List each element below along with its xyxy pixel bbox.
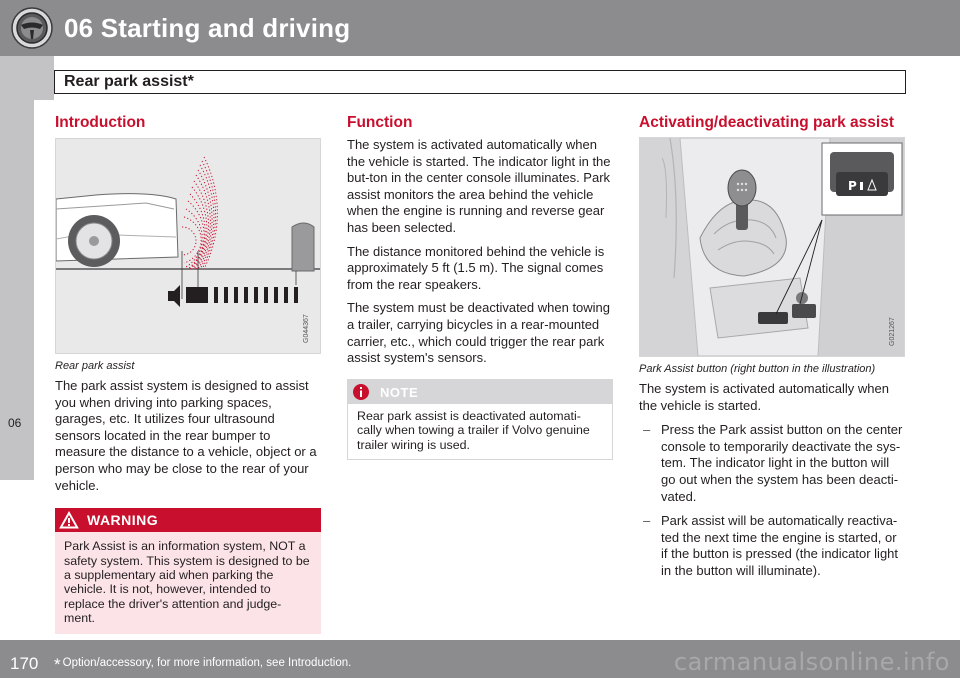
page-number: 170 bbox=[10, 654, 39, 673]
activating-paragraph: The system is activated automatically when the vehicle is started. bbox=[639, 381, 889, 413]
warning-label: WARNING bbox=[87, 512, 159, 529]
chapter-title: 06 Starting and driving bbox=[64, 13, 351, 43]
note-box bbox=[347, 379, 613, 460]
list-item bbox=[639, 422, 905, 505]
function-paragraph-2: The distance monitored behind the vehicle is approximately 5 ft (1.5 m). The signal comes from the rear speakers. bbox=[347, 243, 605, 292]
introduction-paragraph: The park assist system is designed to assist you when driving into parking spaces, garages, etc. It utilizes four ultrasound sensors located in the rear bumper to measure the distance to a vehicle, object or a person who may be close to the rear of your vehicle. bbox=[55, 378, 317, 493]
rear-park-assist-illustration bbox=[56, 139, 320, 353]
footnote-star: * bbox=[54, 655, 61, 674]
warning-text: Park Assist is an information system, NOT a safety system. This system is designed to be a supplementary aid when parking the vehicle. It is not, however, intended to replace the driver's attention and judge-ment. bbox=[64, 539, 310, 626]
introduction-heading: Introduction bbox=[55, 114, 146, 131]
page-footer bbox=[0, 640, 960, 678]
section-bar bbox=[0, 56, 960, 100]
warning-header bbox=[55, 508, 321, 532]
figure-code-2: G021267 bbox=[889, 317, 896, 346]
warning-box bbox=[55, 508, 321, 633]
activating-steps bbox=[639, 422, 905, 579]
footnote-text: Option/accessory, for more information, see Introduction. bbox=[62, 657, 352, 669]
section-title: Rear park assist* bbox=[64, 73, 194, 90]
function-paragraph-3: The system must be deactivated when towing a trailer, carrying bicycles in a rear-mounted carrier, etc., which could trigger the rear park assist system's sensors. bbox=[347, 300, 611, 366]
section-bar-tab bbox=[0, 56, 54, 100]
list-item-text: Press the Park assist button on the center console to temporarily deactivate the sys-tem. The indicator light in the button will go out when the system has been deacti-vated. bbox=[661, 422, 903, 504]
info-circle-icon bbox=[352, 383, 370, 401]
figure-caption: Rear park assist bbox=[55, 360, 135, 372]
function-paragraph-1: The system is activated automatically when the vehicle is started. The indicator light in the but-ton in the center console illuminates. Park assist monitors the area behind the vehicle when the engine is running and reverse gear has been selected. bbox=[347, 137, 611, 235]
list-dash: – bbox=[643, 422, 651, 438]
center-console-illustration bbox=[640, 138, 904, 356]
chapter-side-tab bbox=[0, 100, 34, 480]
column-introduction bbox=[55, 114, 321, 634]
rear-park-assist-figure bbox=[55, 138, 321, 354]
list-dash: – bbox=[643, 513, 651, 529]
watermark: carmanualsonline.info bbox=[673, 648, 950, 676]
list-item bbox=[639, 513, 905, 579]
column-function bbox=[347, 114, 613, 460]
section-title-box bbox=[54, 70, 906, 94]
activating-heading: Activating/deactivating park assist bbox=[639, 114, 894, 131]
chapter-header bbox=[0, 0, 960, 56]
note-text: Rear park assist is deactivated automati-cally when towing a trailer if Volvo genuine trailer wiring is used. bbox=[357, 408, 590, 452]
note-label: NOTE bbox=[380, 384, 419, 400]
column-activating bbox=[639, 114, 905, 588]
list-item-text: Park assist will be automatically reactiva-ted the next time the engine is started, or if the button is pressed (the indicator light in the button will illuminate). bbox=[661, 513, 899, 578]
function-heading: Function bbox=[347, 114, 413, 131]
footnote bbox=[54, 655, 351, 675]
warning-triangle-icon bbox=[59, 511, 79, 529]
svg-text:P: P bbox=[848, 179, 857, 193]
figure-code: G044367 bbox=[303, 314, 310, 343]
figure-caption-2: Park Assist button (right button in the illustration) bbox=[639, 363, 876, 375]
steering-wheel-icon bbox=[10, 6, 54, 50]
note-header bbox=[348, 380, 612, 404]
park-assist-button-figure bbox=[639, 137, 905, 357]
chapter-tab-label: 06 bbox=[8, 416, 22, 430]
